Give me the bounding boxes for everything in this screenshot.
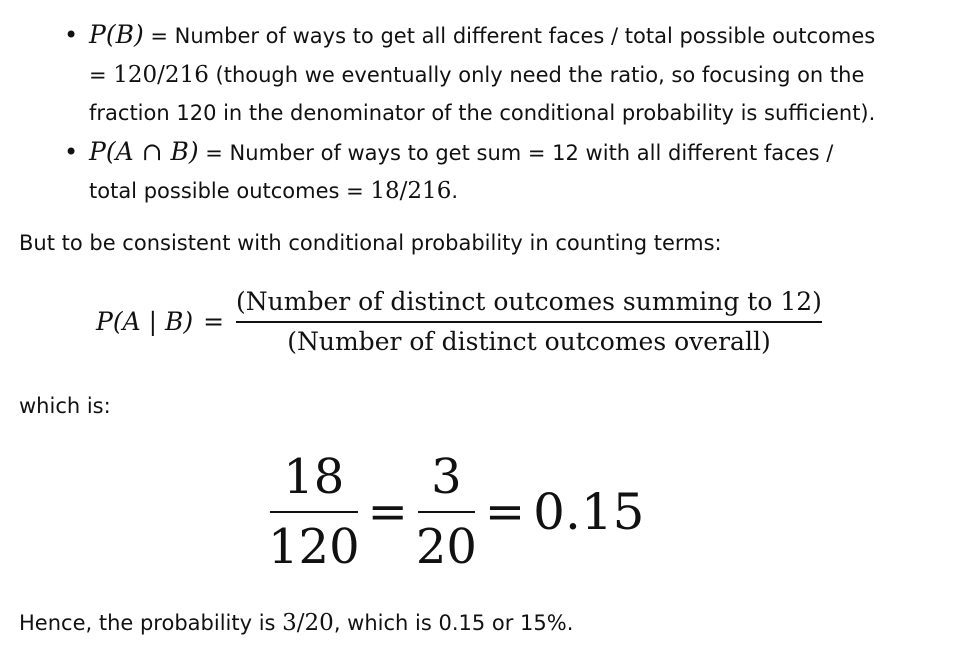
bullet-text: fraction 120 in the denominator of the conditional probability is sufficient). xyxy=(89,101,876,125)
fraction-numerator: 3 xyxy=(431,449,462,505)
formula-lhs: P(A | B) xyxy=(96,307,194,337)
hence-suffix: , which is 0.15 or 15%. xyxy=(333,611,574,635)
bullet-text: = Number of ways to get sum = 12 with all different faces / xyxy=(198,140,834,165)
bullet-text: . xyxy=(451,179,459,203)
bullet-text: (though we eventually only need the ratio, so focusing on the xyxy=(208,62,865,87)
equals-sign: = xyxy=(367,484,408,540)
formula-conditional-probability xyxy=(96,285,822,359)
math-p-b: P(B) xyxy=(89,20,144,49)
fraction-bar xyxy=(418,511,475,513)
bullet-text: = Number of ways to get all different faces / total possible outcomes xyxy=(143,24,876,48)
fraction-denominator: 20 xyxy=(415,519,477,575)
paragraph-which-is: which is: xyxy=(19,394,111,418)
bullet-item-p-b xyxy=(0,16,958,133)
bullet-list xyxy=(0,16,958,211)
bullet-text: total possible outcomes = xyxy=(89,179,371,203)
fraction-bar xyxy=(270,511,358,513)
fraction-denominator: 120 xyxy=(268,519,360,575)
paragraph-consistent: But to be consistent with conditional probability in counting terms: xyxy=(19,231,722,255)
fraction-numerator: 18 xyxy=(283,449,345,505)
fraction-numerator: (Number of distinct outcomes summing to 12) xyxy=(236,287,822,316)
bullet-dot: • xyxy=(64,21,79,49)
fraction-18-120 xyxy=(268,447,360,577)
math-ratio: 120/216 xyxy=(113,61,209,88)
formula-result xyxy=(268,447,644,577)
result-value: 0.15 xyxy=(533,483,645,541)
math-ratio: 18/216 xyxy=(370,178,452,204)
equals-sign: = xyxy=(484,484,526,540)
fraction xyxy=(236,285,822,359)
fraction-bar xyxy=(236,321,822,323)
bullet-item-p-a-and-b xyxy=(0,133,958,211)
fraction-3-20 xyxy=(416,447,477,577)
bullet-text: = xyxy=(89,62,114,87)
fraction-denominator: (Number of distinct outcomes overall) xyxy=(287,326,771,356)
math-p-a-and-b: P(A ∩ B) xyxy=(89,136,199,166)
math-answer: 3/20 xyxy=(282,610,334,636)
equals-sign: = xyxy=(203,307,225,337)
paragraph-hence xyxy=(19,610,573,636)
bullet-dot: • xyxy=(64,137,79,166)
hence-prefix: Hence, the probability is xyxy=(19,611,283,635)
